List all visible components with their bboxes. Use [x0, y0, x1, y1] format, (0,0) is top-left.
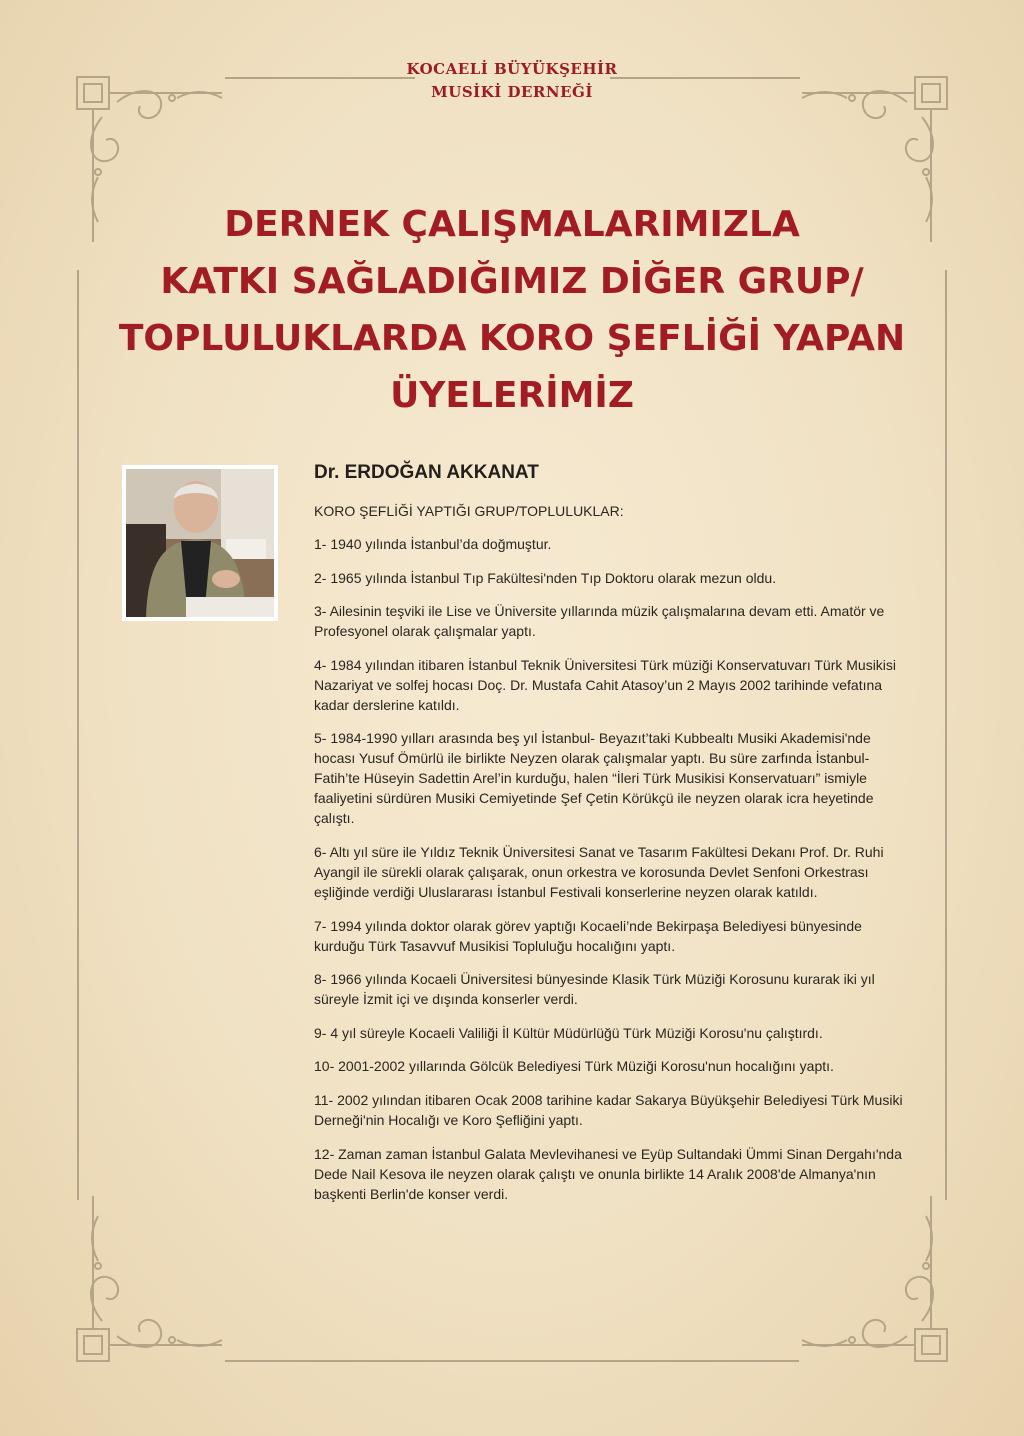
- biography-list: [314, 534, 904, 1217]
- member-name: Dr. ERDOĞAN AKKANAT: [314, 462, 539, 483]
- organization-name: [0, 58, 1024, 104]
- page-title-line-4: ÜYELERİMİZ: [390, 375, 634, 416]
- list-item: 12- Zaman zaman İstanbul Galata Mevlevihanesi ve Eyüp Sultandaki Ümmi Sinan Dergahı'nda Dede Nail Kesova ile neyzen olarak çalıştı ve onunla birlikte 14 Aralık 2008'de Almanya'nın başkenti Berlin'de konser verdi.: [314, 1145, 902, 1202]
- list-item: 9- 4 yıl süreyle Kocaeli Valiliği İl Kültür Müdürlüğü Türk Müziği Korosu'nu çalıştırdı.: [314, 1024, 823, 1041]
- list-item: 5- 1984-1990 yılları arasında beş yıl İstanbul- Beyazıt’taki Kubbealtı Musiki Akademisi'nde hocası Yusuf Ömürlü ile birlikte Neyzen olarak çalışmalar yaptı. Bu süre zarfında İstanbul-Fatih’te Hüseyin Sadettin Arel’in kurduğu, halen “İleri Türk Musikisi Konservatuarı” ismiyle faaliyetini sürdüren Musiki Cemiyetinde Şef Çetin Körükçü ile neyzen olarak icra heyetinde çalıştı.: [314, 730, 874, 827]
- list-item: 10- 2001-2002 yıllarında Gölcük Belediyesi Türk Müziği Korosu'nun hocalığını yaptı.: [314, 1058, 834, 1075]
- list-item: 4- 1984 yılından itibaren İstanbul Teknik Üniversitesi Türk müziği Konservatuvarı Türk Musikisi Nazariyat ve solfej hocası Doç. Dr. Mustafa Cahit Atasoy’un 2 Mayıs 2002 tarihinde vefatına kadar derslerine katıldı.: [314, 656, 897, 713]
- corner-ornament-icon: [72, 1166, 272, 1366]
- portrait-photo-icon: [126, 469, 274, 617]
- list-item: 3- Ailesinin teşviki ile Lise ve Üniversite yıllarında müzik çalışmalarına devam etti. Amatör ve Profesyonel olarak çalışmalar yaptı.: [314, 603, 885, 640]
- list-item: 1- 1940 yılında İstanbul’da doğmuştur.: [314, 536, 552, 552]
- member-photo: [122, 465, 278, 621]
- page-title-line-3: TOPLULUKLARDA KORO ŞEFLİĞİ YAPAN: [118, 318, 906, 359]
- list-item: 6- Altı yıl süre ile Yıldız Teknik Üniversitesi Sanat ve Tasarım Fakültesi Dekanı Prof. Dr. Ruhi Ayangil ile sürekli olarak çalışarak, onun orkestra ve korosunda Devlet Senfoni Orkestrası eşliğinde verdiği Uluslararası İstanbul Festivali konserlerine neyzen olarak katıldı.: [314, 843, 884, 900]
- list-item: 8- 1966 yılında Kocaeli Üniversitesi bünyesinde Klasik Türk Müziği Korosunu kurarak iki yıl süreyle İzmit içi ve dışında konserler verdi.: [314, 971, 875, 1008]
- page-title-line-2: KATKI SAĞLADIĞIMIZ DİĞER GRUP/: [160, 261, 864, 302]
- page-title: [60, 196, 964, 424]
- organization-line-2: MUSİKİ DERNEĞİ: [431, 83, 593, 101]
- list-item: 11- 2002 yılından itibaren Ocak 2008 tarihine kadar Sakarya Büyükşehir Belediyesi Türk Musiki Derneği'nin Hocalığı ve Koro Şefliğini yaptı.: [314, 1091, 903, 1128]
- list-item: 7- 1994 yılında doktor olarak görev yaptığı Kocaeli’nde Bekirpaşa Belediyesi bünyesinde kurduğu Türk Tasavvuf Musikisi Topluluğu hocalığını yaptı.: [314, 917, 862, 954]
- frame-bottom-line: [225, 1360, 799, 1362]
- organization-line-1: KOCAELİ BÜYÜKŞEHİR: [406, 60, 618, 78]
- member-subtitle: KORO ŞEFLİĞİ YAPTIĞI GRUP/TOPLULUKLAR:: [314, 503, 624, 519]
- list-item: 2- 1965 yılında İstanbul Tıp Fakültesi'nden Tıp Doktoru olarak mezun oldu.: [314, 569, 777, 586]
- page-title-line-1: DERNEK ÇALIŞMALARIMIZLA: [224, 204, 800, 245]
